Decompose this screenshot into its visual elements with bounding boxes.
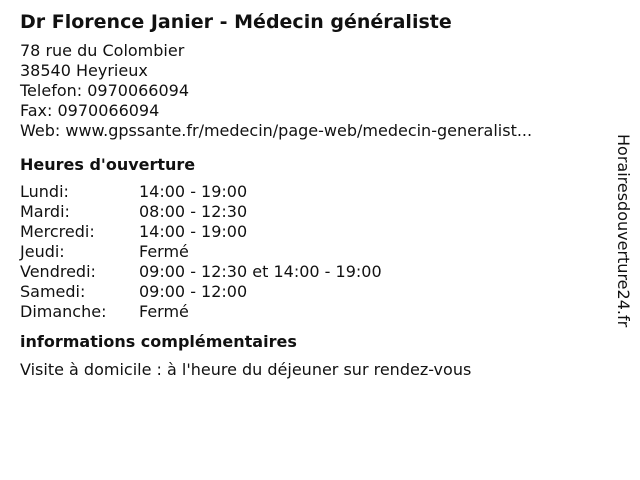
day-label: Jeudi:	[20, 242, 65, 261]
page-title: Dr Florence Janier - Médecin généraliste	[20, 11, 452, 33]
time-value: 09:00 - 12:30 et 14:00 - 19:00	[139, 262, 382, 281]
day-label: Lundi:	[20, 182, 69, 201]
additional-info-heading: informations complémentaires	[20, 332, 297, 351]
fax-number: Fax: 0970066094	[20, 101, 160, 120]
time-value: 09:00 - 12:00	[139, 282, 248, 301]
hours-row-sunday	[20, 302, 595, 322]
day-label: Vendredi:	[20, 262, 96, 281]
hours-row-friday	[20, 262, 595, 282]
time-value: 14:00 - 19:00	[139, 182, 248, 201]
hours-row-thursday	[20, 242, 595, 262]
phone-number: Telefon: 0970066094	[20, 81, 190, 100]
hours-row-saturday	[20, 282, 595, 302]
time-value: 08:00 - 12:30	[139, 202, 248, 221]
listing-card	[20, 9, 595, 380]
website-link[interactable]: Web: www.gpssante.fr/medecin/page-web/medecin-generalist...	[20, 121, 533, 140]
opening-hours-heading: Heures d'ouverture	[20, 155, 196, 174]
time-value: 14:00 - 19:00	[139, 222, 248, 241]
hours-row-tuesday	[20, 202, 595, 222]
day-label: Mercredi:	[20, 222, 95, 241]
day-label: Samedi:	[20, 282, 86, 301]
time-value: Fermé	[139, 242, 189, 261]
watermark-text: Horairesdouverture24.fr	[614, 134, 633, 328]
opening-hours-table	[20, 182, 595, 322]
time-value: Fermé	[139, 302, 189, 321]
address-line-1: 78 rue du Colombier	[20, 41, 185, 60]
day-label: Dimanche:	[20, 302, 107, 321]
additional-info-text: Visite à domicile : à l'heure du déjeuner sur rendez-vous	[20, 360, 472, 379]
day-label: Mardi:	[20, 202, 70, 221]
address-line-2: 38540 Heyrieux	[20, 61, 148, 80]
hours-row-wednesday	[20, 222, 595, 242]
hours-row-monday	[20, 182, 595, 202]
